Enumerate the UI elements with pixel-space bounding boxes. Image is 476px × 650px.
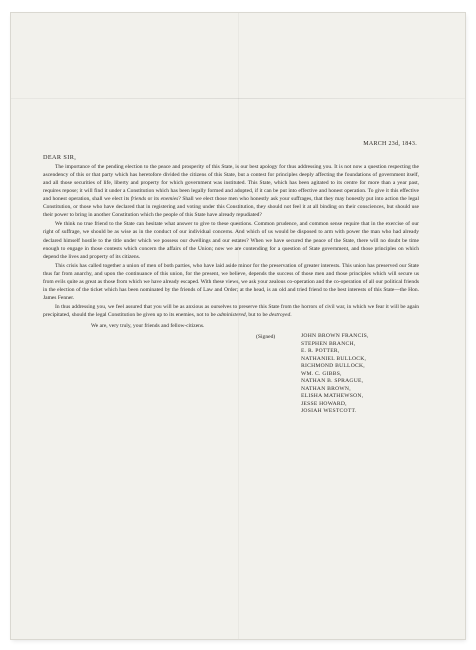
text-run: In thus addressing you, we feel assured that you will be as anxious as ourselves to preserve this State from the horrors of civil war, in which we fear it will be again precipitated, should the legal Constitution be given up to its enemies, not to be [43,303,419,318]
signed-label: (Signed) [256,334,276,341]
italic-text-run: administered [217,311,246,318]
signer-name: ELISHA MATHEWSON, [301,393,364,400]
signer-name: RICHMOND BULLOCK, [301,363,365,370]
signers-list [301,333,369,416]
signer-name: NATHAN BROWN, [301,385,351,392]
text-run: The importance of the pending election to the peace and prosperity of this State, is our best apology for thus addressing you. It is not now a question respecting the ascendency of this or that party which has heretofore divided the citizens of this State, but a contest for principles deeply affecting the foundations of government itself, and all those securities of life, liberty and property for which government was instituted. This State, which has been agitated to its centre for more than a year past, requires repose; it will find it under a Constitution which has been legally formed and adopted, if it can be put into effective and honest operation. To give it this effective and honest operation, shall we elect its [43,164,419,203]
italic-text-run: destroyed [269,311,291,318]
text-run: This crisis has called together a union of men of both parties, who have laid aside minor for the preservation of greater interests. This union has preserved our State thus far from anarchy, and upon the continuance of this union, for the present, we believe, depends the success of those men and those principles which will secure us from evils quite as great as those from which we have already escaped. With these views, we ask your zealous co-operation and the co-operation of all our political friends in the election of the ticket which has been nominated by the friends of Law and Order; at the head, is an old and tried friend to the best interests of this State—the Hon. James Fenner. [43,262,419,301]
signer-name: JOSIAH WESTCOTT. [301,408,357,415]
text-run: ? Shall we elect those men who honestly ask your suffrages, that they may honestly put into action the legal Constitution, or those who have declared that in registering and voting under this Constitution, they should not feel it at all binding on their consciences, but should use their power to bring in another Constitution which the people of this State have already repudiated? [43,196,419,219]
letter-date: MARCH 23d, 1843. [363,141,417,147]
salutation: DEAR SIR, [43,154,77,162]
letter-paragraph [43,163,419,219]
letter-paragraph [43,262,419,302]
signer-name: E. R. POTTER, [301,348,340,355]
closing-line: We are, very truly, your friends and fellow-citizens. [91,322,205,329]
signer-name: JESSE HOWARD, [301,400,347,407]
letter-body [43,140,419,417]
italic-text-run: enemies [160,196,179,203]
signature-block [43,333,419,417]
text-run: or its [146,196,161,203]
signer-name: NATHAN B. SPRAGUE, [301,378,364,385]
signer-name: STEPHEN BRANCH, [301,340,356,347]
text-run: We think no true friend to the State can hesitate what answer to give to these questions. Common prudence, and common sense require that in the exercise of our right of suffrage, we should be as wise as in the conduct of our individual concerns. And which of us would be disposed to arm with power the man who had already declared himself hostile to the title under which we possess our dwellings and our estates? When we have secured the peace of the State, there will no doubt be time enough to engage in those contests which concern the affairs of the Union; now we are contending for a question of State government, and those principles on which depend the lives and property of its citizens. [43,221,419,260]
text-run: , but to be [245,311,270,318]
signer-name: JOHN BROWN FRANCIS, [301,333,369,340]
letter-paragraph [43,303,419,319]
italic-text-run: friends [130,196,147,203]
signer-name: NATHANIEL BULLOCK, [301,355,367,362]
text-run: . [290,311,292,318]
signer-name: WM. C. GIBBS, [301,370,342,377]
letter-paragraph [43,220,419,260]
